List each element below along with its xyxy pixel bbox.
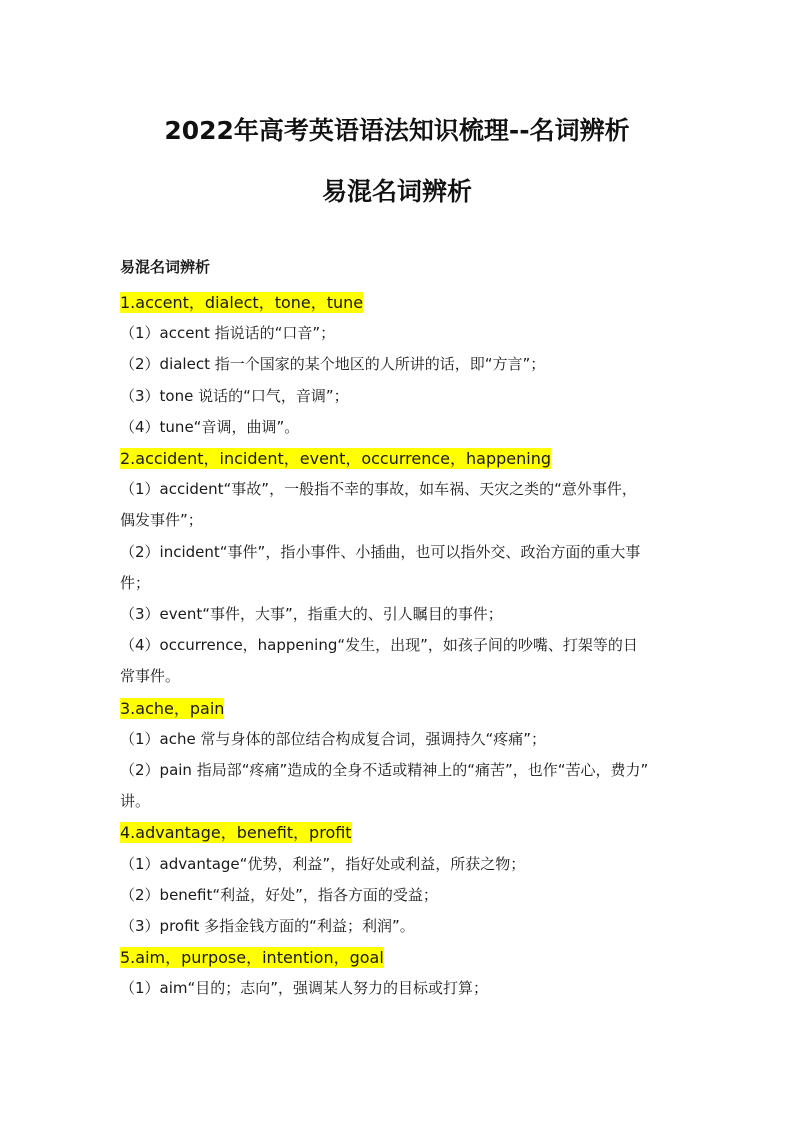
section-heading [120,287,680,318]
content-line: （1）advantage“优势，利益”，指好处或利益，所获之物； [120,854,526,873]
highlighted-heading-text: 4.advantage，benefit，profit [120,823,352,843]
content-line: 常事件。 [120,667,181,686]
section-label: 易混名词辨析 [120,258,211,276]
content-line: 讲。 [120,792,151,811]
section-heading [120,693,680,724]
content-line: （2）pain 指局部“疼痛”造成的全身不适或精神上的“痛苦”，也作“苦心，费力” [120,761,649,780]
content-line: （4）occurrence，happening“发生，出现”，如孩子间的吵嘴、打架等的日 [120,636,638,655]
document-title: 2022年高考英语语法知识梳理--名词辨析 [164,116,630,145]
section-heading [120,443,680,474]
document-body [120,255,680,1005]
section-heading [120,942,680,973]
content-line: （1）aim“目的；志向”，强调某人努力的目标或打算； [120,979,489,998]
content-lines [120,287,680,1005]
content-line: 偶发事件”； [120,511,203,530]
highlighted-heading-text: 5.aim，purpose，intention，goal [120,948,384,968]
content-line: （1）ache 常与身体的部位结合构成复合词，强调持久“疼痛”； [120,729,547,748]
content-line: （4）tune“音调，曲调”。 [120,417,300,436]
section-heading [120,817,680,848]
highlighted-heading-text: 1.accent，dialect，tone，tune [120,293,364,312]
highlighted-heading-text: 3.ache，pain [120,698,225,718]
content-line: （1）accent 指说话的“口音”； [120,324,336,343]
content-line: （2）dialect 指一个国家的某个地区的人所讲的话，即“方言”； [120,355,546,374]
content-line: （3）event“事件，大事”，指重大的、引人瞩目的事件； [120,605,503,624]
document-subtitle: 易混名词辨析 [321,177,472,206]
content-line: （3）tone 说话的“口气，音调”； [120,386,349,405]
content-line: （1）accident“事故”，一般指不幸的事故，如车祸、天灾之类的“意外事件， [120,480,637,499]
highlighted-heading-text: 2.accident，incident，event，occurrence，happening [120,449,551,469]
content-line: （3）profit 多指金钱方面的“利益；利润”。 [120,917,415,936]
content-line: （2）incident“事件”，指小事件、小插曲，也可以指外交、政治方面的重大事 [120,542,641,561]
content-line: （2）benefit“利益，好处”，指各方面的受益； [120,885,438,904]
content-line: 件； [120,573,151,592]
